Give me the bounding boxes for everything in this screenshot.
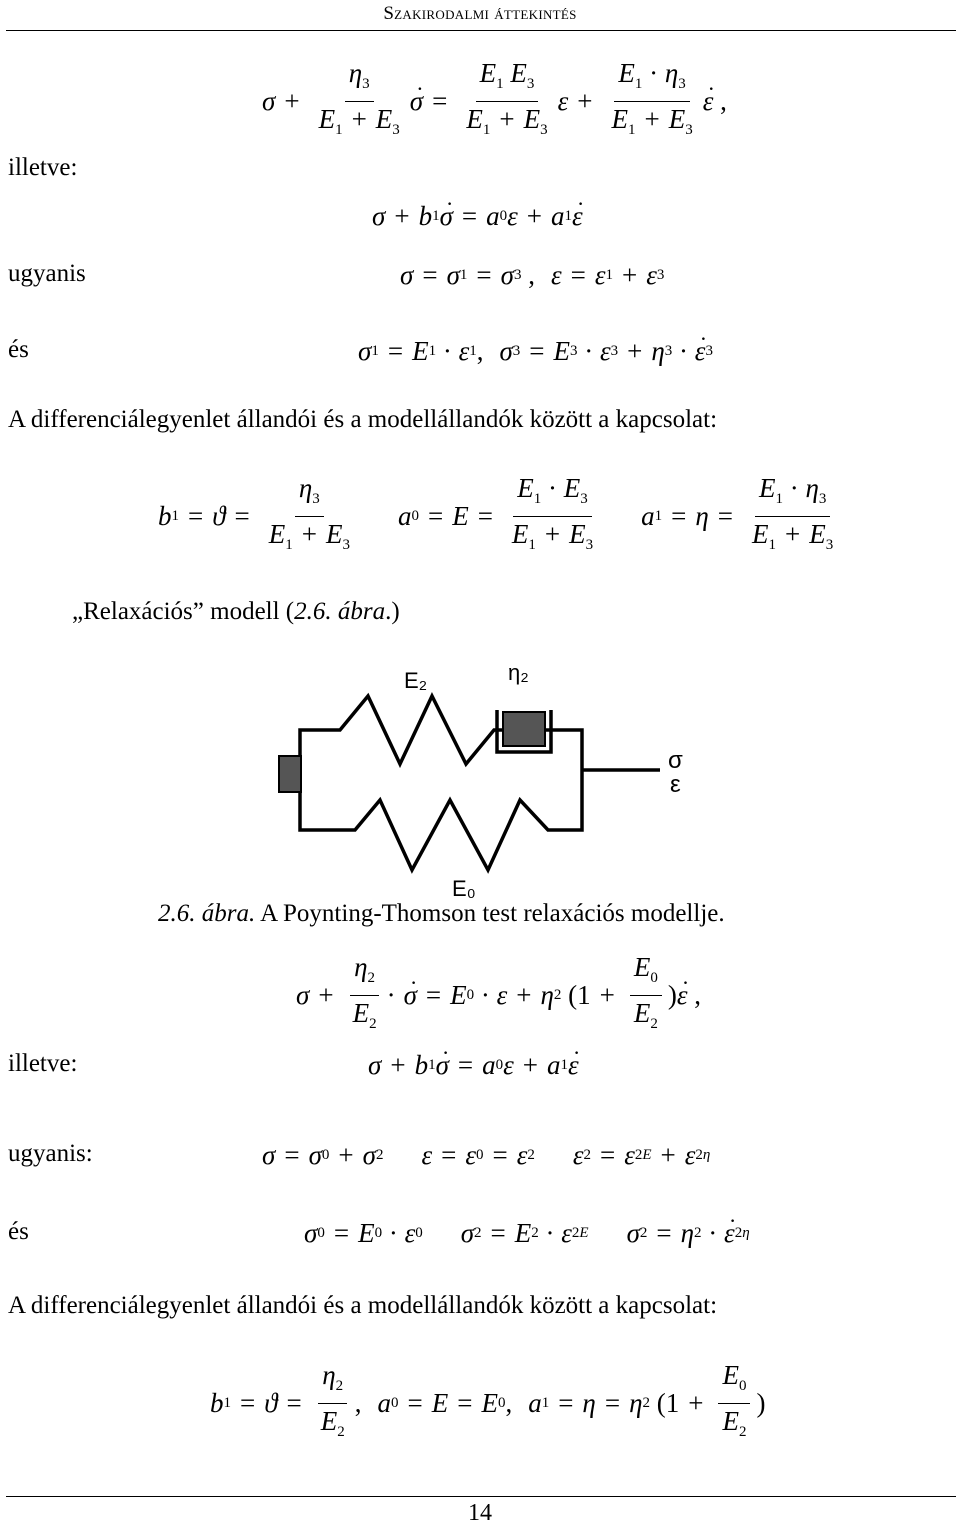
equation-9: σ 0 = E 0 · ε 0 σ 2 = E 2 · ε 2E σ 2 = η 2 · ε . 2η bbox=[304, 1218, 750, 1249]
label-es: és bbox=[8, 336, 29, 363]
equation-3: σ = σ 1 = σ 3 , ε = ε 1 + ε 3 bbox=[400, 260, 665, 290]
page-number: 14 bbox=[468, 1500, 492, 1526]
equation-5-constants: b 1 = ϑ = $\frac{\eta_3}{E_1 + E_3}$ a 0 = E = $\frac{E_1 \cdot E_3}{E_1 + E_3}$ a 1 = η = $\frac{E_1 \cdot \eta_3}{E_1 + E_3}$ bbox=[158, 473, 834, 553]
running-header: Szakirodalmi áttekintés bbox=[383, 3, 577, 24]
label-E0: E₀ bbox=[452, 876, 476, 901]
equation-10-constants: b 1 = ϑ = $\frac{\eta_2}{E_2}$ , a 0 = E = E 0 , a 1 = η = η 2 (1 + $\frac{E_0}{E_2}$ ) bbox=[210, 1360, 766, 1440]
label-es-2: és bbox=[8, 1218, 29, 1245]
header-rule bbox=[6, 30, 956, 31]
poynting-thomson-diagram bbox=[0, 660, 960, 910]
label-ugyanis: ugyanis bbox=[8, 260, 86, 287]
lower-branch-wire bbox=[300, 770, 582, 870]
paragraph-diff-relation-2: A differenciálegyenlet állandói és a modellállandók között a kapcsolat: bbox=[8, 1292, 718, 1319]
equation-7: σ + b 1 σ . = a 0 ε + a 1 ε . bbox=[368, 1050, 579, 1081]
dashpot-eta2 bbox=[497, 710, 551, 752]
upper-branch-wire bbox=[300, 696, 502, 770]
equation-1: σ + $\frac{\eta_3}{E_1 + E_3}$ σ . = $\frac{E_1 E_3}{E_1 + E_3}$ ε + $\frac{E_1 \cdot \eta_3}{E_1 + E_3}$ ε . , bbox=[262, 58, 727, 145]
paragraph-diff-relation: A differenciálegyenlet állandói és a modellállandók között a kapcsolat: bbox=[8, 406, 718, 433]
equation-6: σ + $\frac{\eta_2}{E_2}$ · σ . = E 0 · ε + η 2 (1 + $\frac{E_0}{E_2}$ ) ε . , bbox=[296, 952, 701, 1039]
label-epsilon: ε bbox=[670, 771, 681, 798]
equation-4: σ 1 = E 1 · ε 1 , σ 3 = E 3 · ε 3 + η 3 · ε . 3 bbox=[358, 336, 713, 367]
fixed-support-block bbox=[279, 756, 301, 792]
label-sigma: σ bbox=[668, 747, 683, 774]
equation-2: σ + b 1 σ . = a 0 ε + a 1 ε . bbox=[372, 201, 583, 232]
label-illetve: illetve: bbox=[8, 154, 78, 181]
label-E2: E₂ bbox=[404, 668, 428, 693]
equation-8: σ = σ 0 + σ 2 ε = ε 0 = ε 2 ε 2 = ε 2E + ε 2η bbox=[262, 1140, 711, 1170]
section-title: „Relaxációs” modell (2.6. ábra.) bbox=[72, 598, 400, 625]
figure-caption: 2.6. ábra. A Poynting-Thomson test relaxációs modellje. bbox=[158, 900, 725, 927]
label-ugyanis-2: ugyanis: bbox=[8, 1140, 93, 1167]
label-illetve-2: illetve: bbox=[8, 1050, 78, 1077]
footer-rule bbox=[6, 1496, 956, 1497]
label-eta2: η₂ bbox=[508, 660, 529, 685]
